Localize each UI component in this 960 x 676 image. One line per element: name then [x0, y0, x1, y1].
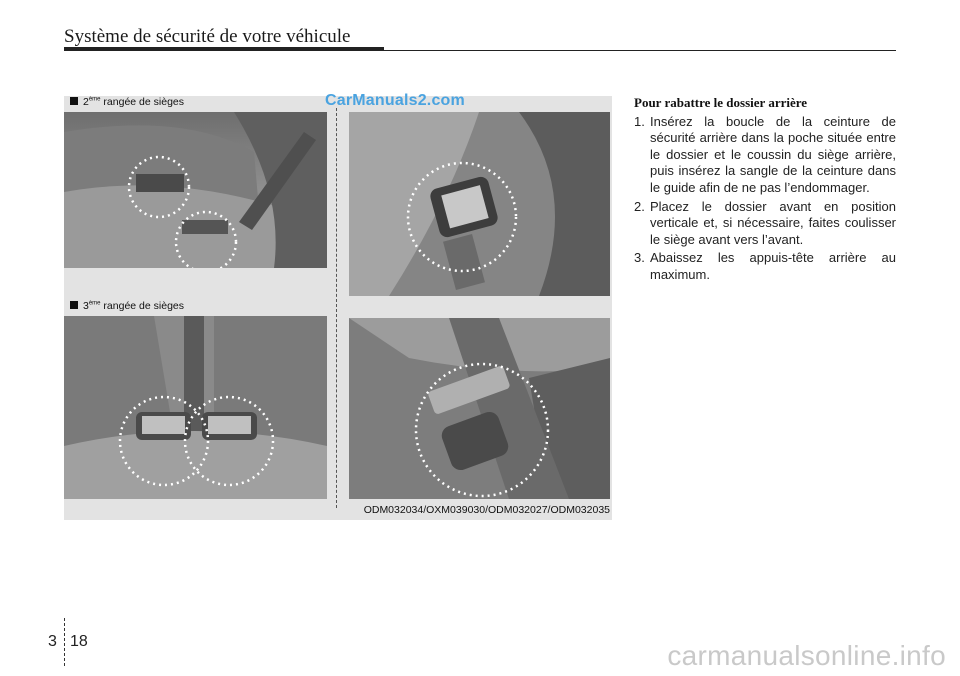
photo-buckle-pocket [349, 112, 610, 296]
label-second-row: 2ème rangée de sièges [70, 96, 184, 108]
figure-divider [336, 108, 337, 508]
footer-site-watermark: carmanualsonline.info [667, 640, 946, 671]
footer-divider [64, 618, 65, 666]
watermark-text: CarManuals2.com [325, 92, 465, 109]
footer-chapter-number: 3 [48, 633, 57, 650]
figure-caption-code: ODM032034/OXM039030/ODM032027/ODM032035 [363, 504, 610, 516]
square-bullet-icon [70, 301, 78, 309]
photo-third-row-seat [64, 316, 327, 499]
square-bullet-icon [70, 97, 78, 105]
instructions-heading: Pour rabattre le dossier arrière [634, 95, 808, 110]
instruction-step: 3. Abaissez les appuis-tête arrière au maximum. [634, 250, 896, 282]
photo-second-row-seat [64, 112, 327, 268]
page-header-title: Système de sécurité de votre véhicule [64, 26, 351, 47]
label-third-row: 3ème rangée de sièges [70, 300, 184, 312]
instruction-step: 1. Insérez la boucle de la ceinture de sécurité arrière dans la poche située entre le dossier et le coussin du siège arrière, puis insérez la sangle de la ceinture dans le guide afin de ne pas l’endommager. [634, 113, 896, 195]
header-rule [64, 50, 896, 51]
footer-page-number: 18 [70, 633, 88, 650]
instruction-step: 2. Placez le dossier avant en position verticale et, si nécessaire, faites coulisser le siège avant vers l’avant. [634, 198, 896, 247]
instructions-column [634, 95, 896, 286]
photo-belt-guide [349, 318, 610, 499]
